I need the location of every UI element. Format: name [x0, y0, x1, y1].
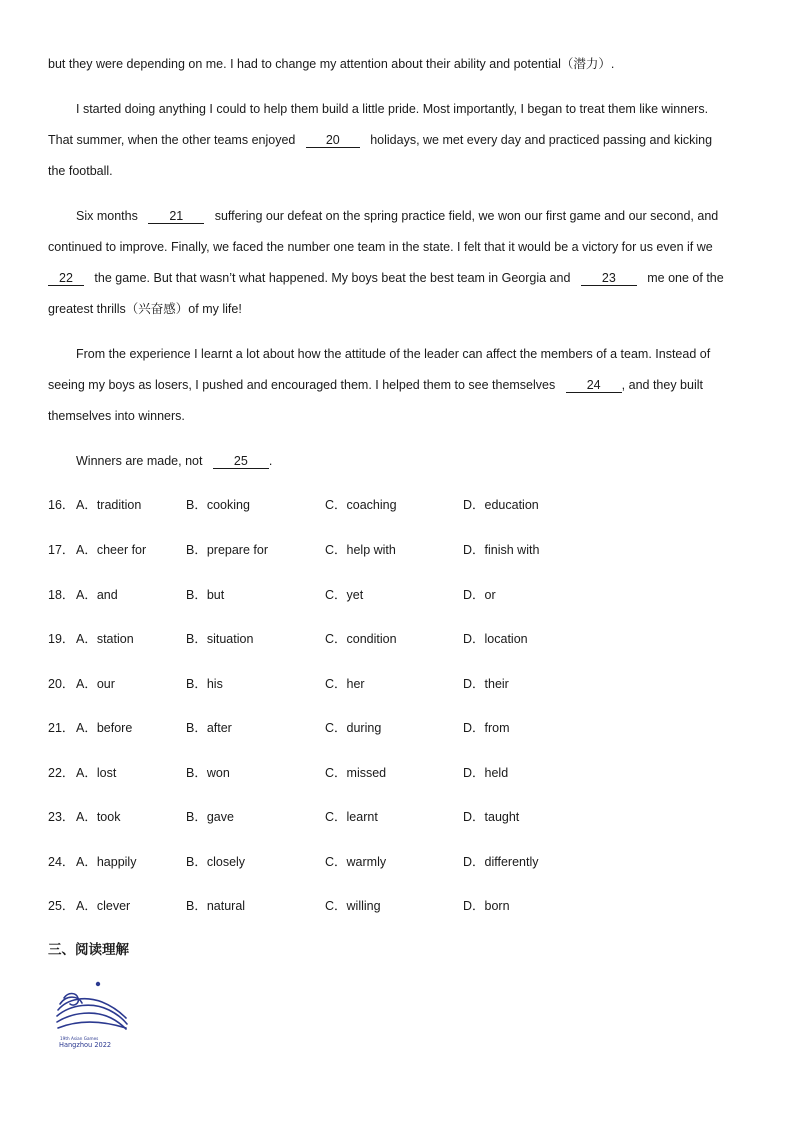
passage-line: but they were depending on me. I had to change my attention about their ability and potential（潜力）.: [48, 57, 615, 71]
option-b: B．but: [186, 588, 225, 602]
option-d: D．taught: [463, 810, 520, 824]
option-d: D．education: [463, 498, 539, 512]
question-row: [48, 765, 748, 781]
question-row: [48, 809, 748, 825]
question-row: [48, 497, 748, 513]
option-a: A．lost: [76, 766, 117, 780]
option-c: C．willing: [325, 899, 381, 913]
passage-text: Six months: [76, 209, 138, 223]
option-c: C．learnt: [325, 810, 378, 824]
option-d: D．born: [463, 899, 510, 913]
question-number: 22．: [48, 766, 75, 780]
logo-text-line1: 19th Asian Games: [60, 1036, 99, 1041]
option-d: D．their: [463, 677, 509, 691]
passage-text: .: [268, 454, 273, 468]
blank-22: 22: [48, 271, 84, 286]
option-d: D．or: [463, 588, 496, 602]
question-number: 19．: [48, 632, 75, 646]
option-a: A．cheer for: [76, 543, 147, 557]
option-b: B．his: [186, 677, 223, 691]
blank-21: 21: [148, 209, 204, 224]
option-c: C．missed: [325, 766, 387, 780]
option-a: A．station: [76, 632, 134, 646]
option-a: A．our: [76, 677, 115, 691]
question-row: [48, 720, 748, 736]
option-b: B．natural: [186, 899, 246, 913]
option-c: C．help with: [325, 543, 396, 557]
option-c: C．coaching: [325, 498, 397, 512]
question-row: [48, 587, 748, 603]
option-a: A．tradition: [76, 498, 142, 512]
hangzhou-asian-games-logo: [52, 978, 132, 1050]
option-b: B．won: [186, 766, 230, 780]
question-number: 24．: [48, 855, 75, 869]
option-d: D．held: [463, 766, 509, 780]
option-b: B．cooking: [186, 498, 250, 512]
option-c: C．warmly: [325, 855, 387, 869]
option-a: A．clever: [76, 899, 131, 913]
blank-24: 24: [566, 378, 622, 393]
passage-line: [48, 270, 724, 286]
question-number: 20．: [48, 677, 75, 691]
option-c: C．condition: [325, 632, 397, 646]
option-c: C．her: [325, 677, 365, 691]
passage-text: Winners are made, not: [76, 454, 203, 468]
question-number: 16．: [48, 498, 75, 512]
question-number: 18．: [48, 588, 75, 602]
passage-text: seeing my boys as losers, I pushed and encouraged them. I helped them to see themselves: [48, 378, 556, 392]
option-b: B．closely: [186, 855, 246, 869]
option-d: D．from: [463, 721, 510, 735]
passage-line: I started doing anything I could to help them build a little pride. Most importantly, I began to treat them like winners.: [76, 102, 709, 116]
question-row: [48, 676, 748, 692]
passage-text: suffering our defeat on the spring practice field, we won our first game and our second, and: [214, 209, 719, 223]
passage-line: [76, 453, 272, 469]
option-b: B．gave: [186, 810, 234, 824]
option-d: D．location: [463, 632, 528, 646]
option-a: A．before: [76, 721, 133, 735]
question-row: [48, 854, 748, 870]
passage-text: That summer, when the other teams enjoyed: [48, 133, 296, 147]
question-number: 25．: [48, 899, 75, 913]
passage-line: From the experience I learnt a lot about how the attitude of the leader can affect the members of a team. Instead of: [76, 347, 711, 361]
passage-text: , and they built: [621, 378, 703, 392]
option-c: C．during: [325, 721, 382, 735]
blank-20: 20: [306, 133, 360, 148]
question-number: 23．: [48, 810, 75, 824]
option-b: B．situation: [186, 632, 254, 646]
passage-text: me one of the: [647, 271, 724, 285]
option-a: A．happily: [76, 855, 137, 869]
option-c: C．yet: [325, 588, 364, 602]
logo-text-line2: Hangzhou 2022: [59, 1041, 112, 1049]
question-number: 21．: [48, 721, 75, 735]
question-row: [48, 542, 748, 558]
passage-line: continued to improve. Finally, we faced the number one team in the state. I felt that it would be a victory for us even if we: [48, 240, 713, 254]
option-a: A．took: [76, 810, 121, 824]
passage-text: the game. But that wasn’t what happened. My boys beat the best team in Georgia and: [94, 271, 571, 285]
option-d: D．finish with: [463, 543, 540, 557]
passage-line: themselves into winners.: [48, 409, 185, 423]
option-a: A．and: [76, 588, 118, 602]
question-number: 17．: [48, 543, 75, 557]
blank-23: 23: [581, 271, 637, 286]
passage-line: [48, 132, 712, 148]
passage-line: [48, 377, 703, 393]
passage-line: the football.: [48, 164, 113, 178]
section-title: 三、阅读理解: [48, 942, 129, 958]
passage-line: [76, 208, 718, 224]
question-row: [48, 898, 748, 914]
blank-25: 25: [213, 454, 269, 469]
passage-text: holidays, we met every day and practiced passing and kicking: [370, 133, 713, 147]
passage-line: greatest thrills（兴奋感）of my life!: [48, 302, 242, 316]
question-row: [48, 631, 748, 647]
option-b: B．prepare for: [186, 543, 268, 557]
option-b: B．after: [186, 721, 232, 735]
option-d: D．differently: [463, 855, 539, 869]
